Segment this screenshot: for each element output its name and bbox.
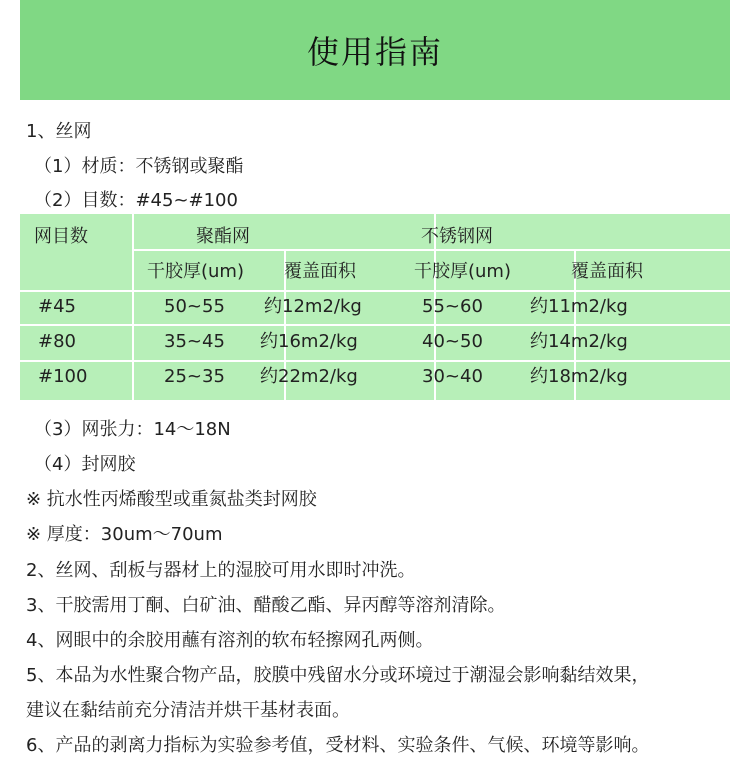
tension-line: （3）网张力：14～18N	[34, 419, 231, 440]
header-steel: 不锈钢网	[421, 226, 493, 247]
spec-table	[20, 214, 730, 400]
page-title: 使用指南	[306, 33, 443, 71]
row-steel-thickness: 40~50	[422, 331, 483, 352]
header-mesh: 网目数	[34, 226, 88, 247]
item-4: 4、网眼中的余胶用蘸有溶剂的软布轻擦网孔两侧。	[26, 630, 434, 651]
table-divider	[20, 290, 730, 292]
row-steel-coverage: 约18m2/kg	[530, 366, 628, 387]
subheader-coverage: 覆盖面积	[284, 261, 356, 282]
row-poly-coverage: 约22m2/kg	[260, 366, 358, 387]
row-steel-thickness: 55~60	[422, 296, 483, 317]
subheader-thickness: 干胶厚(um)	[147, 261, 244, 282]
item-5-line-2: 建议在黏结前充分清洁并烘干基材表面。	[26, 700, 350, 721]
material-line: （1）材质：不锈钢或聚酯	[34, 156, 244, 177]
table-divider	[132, 249, 730, 251]
table-divider	[20, 324, 730, 326]
item-5-line-1: 5、本品为水性聚合物产品，胶膜中残留水分或环境过于潮湿会影响黏结效果，	[26, 665, 650, 686]
header-polyester: 聚酯网	[196, 226, 250, 247]
note-thickness: ※ 厚度：30um～70um	[26, 524, 223, 545]
item-2: 2、丝网、刮板与器材上的湿胶可用水即时冲洗。	[26, 560, 416, 581]
table-divider	[20, 360, 730, 362]
mesh-count-line: （2）目数：#45~#100	[34, 190, 238, 211]
subheader-coverage: 覆盖面积	[571, 261, 643, 282]
note-glue-type: ※ 抗水性丙烯酸型或重氮盐类封网胶	[26, 489, 317, 510]
item-3: 3、干胶需用丁酮、白矿油、醋酸乙酯、异丙醇等溶剂清除。	[26, 595, 506, 616]
row-poly-thickness: 25~35	[164, 366, 225, 387]
header-banner	[20, 0, 730, 100]
row-steel-coverage: 约14m2/kg	[530, 331, 628, 352]
table-divider	[132, 214, 134, 400]
item-6: 6、产品的剥离力指标为实验参考值，受材料、实验条件、气候、环境等影响。	[26, 735, 650, 756]
seal-glue-line: （4）封网胶	[34, 454, 136, 475]
row-poly-coverage: 约16m2/kg	[260, 331, 358, 352]
row-steel-coverage: 约11m2/kg	[530, 296, 628, 317]
row-steel-thickness: 30~40	[422, 366, 483, 387]
row-mesh: #80	[38, 331, 76, 352]
row-mesh: #100	[38, 366, 88, 387]
row-poly-thickness: 35~45	[164, 331, 225, 352]
row-poly-thickness: 50~55	[164, 296, 225, 317]
row-poly-coverage: 约12m2/kg	[264, 296, 362, 317]
row-mesh: #45	[38, 296, 76, 317]
subheader-thickness: 干胶厚(um)	[414, 261, 511, 282]
section-heading-mesh: 1、丝网	[26, 121, 92, 142]
